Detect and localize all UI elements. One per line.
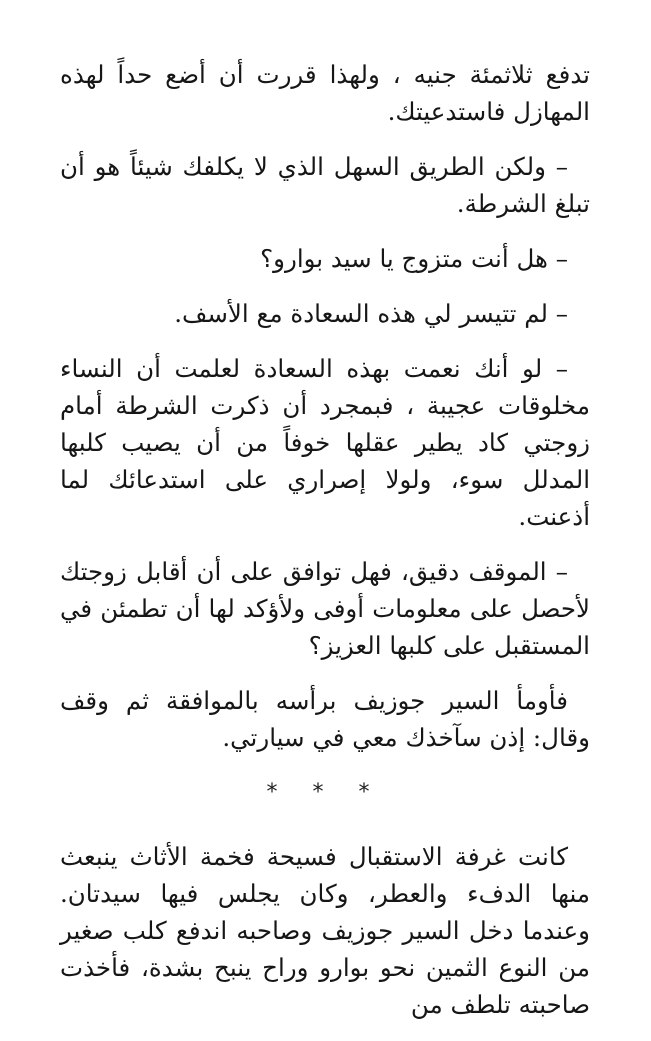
paragraph-continuation: تدفع ثلاثمئة جنيه ، ولهذا قررت أن أضع حداً لهذه المهازل فاستدعيتك. xyxy=(60,60,590,126)
paragraph-dialogue-wife: – لو أنك نعمت بهذه السعادة لعلمت أن النساء مخلوقات عجيبة ، فبمجرد أن ذكرت الشرطة أمام زوجتي كاد يطير عقلها خوفاً من أن يصيب كلبها المدلل سوء، ولولا إصراري على استدعائك لما أذعنت. xyxy=(60,354,590,531)
section-separator: * * * xyxy=(266,780,384,805)
paragraph-reception-room: كانت غرفة الاستقبال فسيحة فخمة الأثاث ينبعث منها الدفء والعطر، وكان يجلس فيها سيدتان. وعندما دخل السير جوزيف وصاحبه اندفع كلب صغير من النوع الثمين نحو بوارو وراح ينبح بشدة، فأخذت صاحبته تلطف من xyxy=(60,842,590,1019)
paragraph-narration-agree: فأومأ السير جوزيف برأسه بالموافقة ثم وقف وقال: إذن سآخذك معي في سيارتي. xyxy=(60,686,590,752)
paragraph-dialogue-police: – ولكن الطريق السهل الذي لا يكلفك شيئاً هو أن تبلغ الشرطة. xyxy=(60,152,590,218)
paragraph-dialogue-delicate: – الموقف دقيق، فهل توافق على أن أقابل زوجتك لأحصل على معلومات أوفى ولأؤكد لها أن تطمئن في المستقبل على كلبها العزيز؟ xyxy=(60,557,590,660)
book-page xyxy=(60,56,590,1041)
paragraph-dialogue-not-married: – لم تتيسر لي هذه السعادة مع الأسف. xyxy=(174,299,568,328)
paragraph-dialogue-married: – هل أنت متزوج يا سيد بوارو؟ xyxy=(260,244,568,273)
